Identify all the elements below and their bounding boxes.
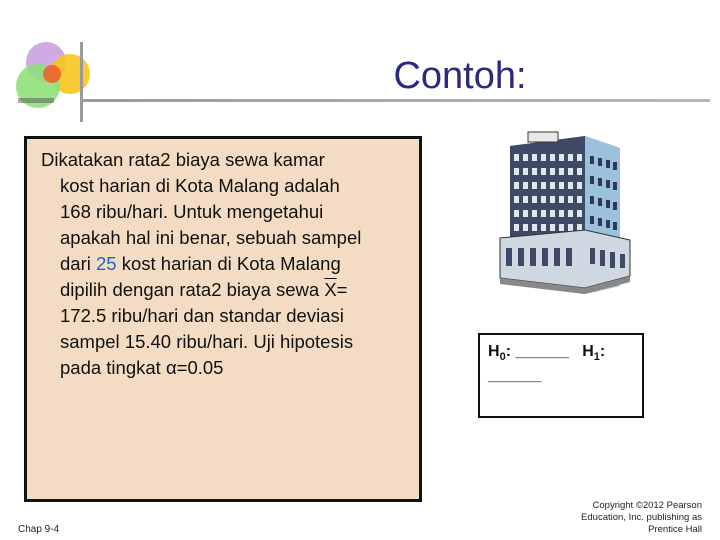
title-horizontal-rule bbox=[80, 99, 710, 102]
text-line: sampel 15.40 ribu/hari. Uji hipotesis bbox=[60, 331, 354, 352]
h0-subscript: 0 bbox=[499, 351, 506, 364]
decorative-circles-logo bbox=[8, 40, 98, 120]
text-line: apakah hal ini benar, sebuah sampel bbox=[60, 227, 362, 248]
slide-title: Contoh: bbox=[393, 55, 527, 97]
h0-blank: : ______ bbox=[505, 343, 569, 360]
text-line bbox=[41, 277, 421, 303]
text-fragment: = bbox=[336, 279, 348, 300]
problem-text bbox=[41, 147, 421, 381]
h1-label: H bbox=[582, 343, 594, 360]
hypothesis-line bbox=[488, 343, 605, 363]
text-line: 168 ribu/hari. Untuk mengetahui bbox=[60, 201, 324, 222]
copyright-line: Copyright ©2012 Pearson bbox=[592, 500, 702, 511]
text-fragment: dari bbox=[60, 253, 96, 274]
h1-colon: : bbox=[599, 343, 606, 360]
title-vertical-rule bbox=[80, 42, 83, 122]
copyright-notice bbox=[560, 500, 702, 536]
problem-text-box bbox=[24, 136, 422, 502]
text-line: kost harian di Kota Malang adalah bbox=[60, 175, 340, 196]
text-line: Dikatakan rata2 biaya sewa kamar bbox=[41, 149, 325, 170]
sample-mean-symbol: $\overline{X}$ bbox=[324, 279, 337, 300]
text-line bbox=[41, 251, 421, 277]
copyright-line: Education, Inc. publishing as bbox=[581, 512, 702, 523]
text-line: 172.5 ribu/hari dan standar deviasi bbox=[60, 305, 344, 326]
text-line: pada tingkat α=0.05 bbox=[60, 357, 224, 378]
sample-size-number: 25 bbox=[96, 253, 117, 274]
chapter-label: Chap 9-4 bbox=[18, 524, 60, 535]
text-fragment: dipilih dengan rata2 biaya sewa bbox=[60, 279, 325, 300]
h1-blank: ______ bbox=[488, 367, 542, 384]
hypothesis-answer-box bbox=[478, 333, 644, 418]
hotel-building-image bbox=[490, 126, 640, 306]
text-fragment: kost harian di Kota Malang bbox=[116, 253, 341, 274]
copyright-line: Prentice Hall bbox=[648, 524, 702, 535]
h1-subscript: 1 bbox=[593, 351, 600, 364]
h0-label: H bbox=[488, 343, 500, 360]
